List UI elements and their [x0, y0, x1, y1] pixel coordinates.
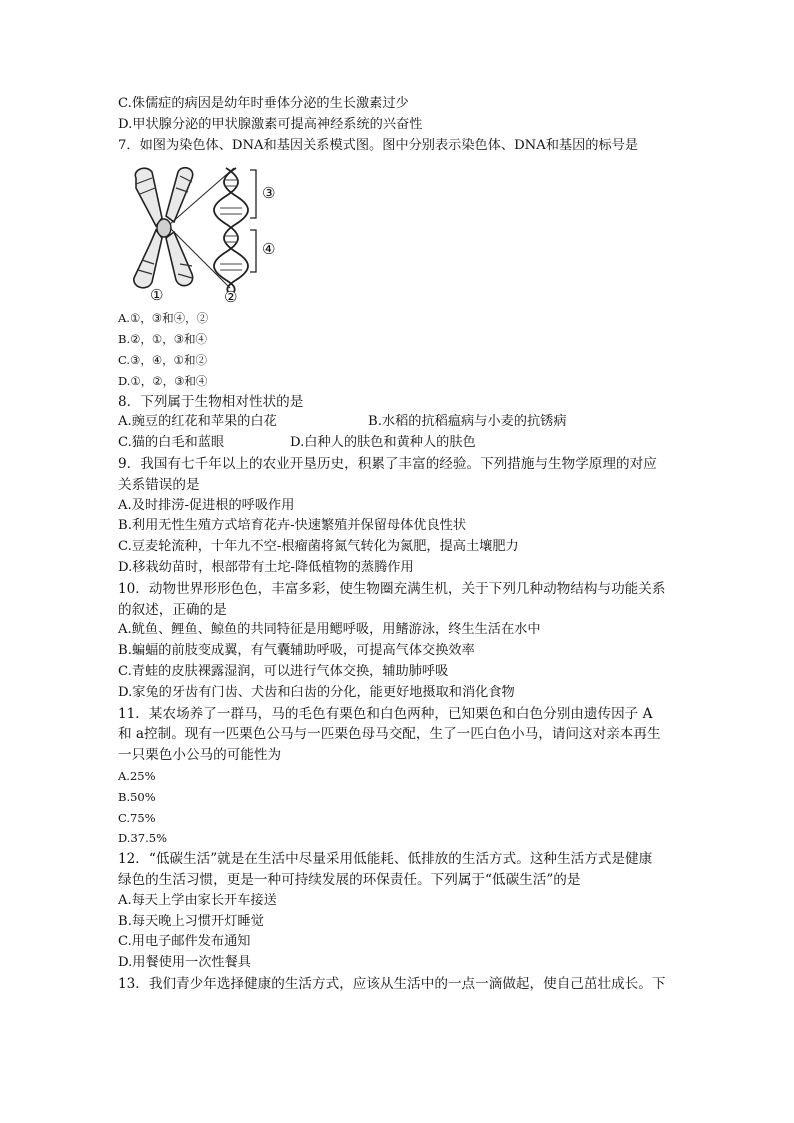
label-2: ②	[224, 288, 238, 307]
q12-stem-line1: 12．“低碳生活”就是在生活中尽量采用低能耗、低排放的生活方式。这种生活方式是健康	[118, 851, 653, 868]
q8-options-row-1	[118, 412, 678, 433]
q9-stem-line2: 关系错误的是	[118, 476, 200, 493]
q8-option-c: C.猫的白毛和蓝眼	[118, 435, 225, 451]
q10-option-c: C.青蛙的皮肤裸露湿润，可以进行气体交换，辅助肺呼吸	[118, 663, 449, 679]
label-4: ④	[262, 240, 276, 259]
q12-option-b: B.每天晚上习惯开灯睡觉	[118, 913, 264, 929]
q8-stem: 8．下列属于生物相对性状的是	[118, 393, 304, 410]
q10-stem-line1: 10．动物世界形形色色，丰富多彩，使生物圈充满生机，关于下列几种动物结构与功能关系	[118, 580, 666, 597]
q11-option-d: D.37.5%	[118, 831, 167, 846]
chromosome-dna-gene-figure	[122, 160, 292, 306]
q11-stem-line3: 一只栗色小公马的可能性为	[118, 747, 282, 764]
q7-stem: 7．如图为染色体、DNA和基因关系模式图。图中分别表示染色体、DNA和基因的标号是	[118, 137, 639, 153]
label-1: ①	[150, 286, 164, 305]
q9-option-d: D.移栽幼苗时，根部带有土坨-降低植物的蒸腾作用	[118, 559, 414, 575]
q10-option-a: A.鱿鱼、鲤鱼、鲸鱼的共同特征是用鳃呼吸，用鳍游泳，终生生活在水中	[118, 622, 541, 638]
q8-option-b: B.水稻的抗稻瘟病与小麦的抗锈病	[368, 414, 567, 430]
q12-option-d: D.用餐使用一次性餐具	[118, 955, 251, 971]
q10-option-b: B.蝙蝠的前肢变成翼，有气囊辅助呼吸，可提高气体交换效率	[118, 643, 475, 659]
q12-stem-line2: 绿色的生活习惯，更是一种可持续发展的环保责任。下列属于“低碳生活”的是	[118, 871, 581, 888]
q10-stem-line2: 的叙述，正确的是	[118, 601, 227, 618]
label-3: ③	[262, 184, 276, 203]
q12-option-c: C.用电子邮件发布通知	[118, 934, 251, 950]
q11-stem-line2: 和 a控制。现有一匹栗色公马与一匹栗色母马交配，生了一匹白色小马，请问这对亲本再生	[118, 726, 661, 743]
q9-stem-line1: 9．我国有七千年以上的农业开垦历史，积累了丰富的经验。下列措施与生物学原理的对应	[118, 455, 657, 472]
q7-option-d: D.①，②，③和④	[118, 373, 208, 388]
q13-stem-line1: 13．我们青少年选择健康的生活方式，应该从生活中的一点一滴做起，使自己茁壮成长。下	[118, 975, 666, 992]
q12-option-a: A.每天上学由家长开车接送	[118, 892, 277, 908]
q8-option-a: A.豌豆的红花和苹果的白花	[118, 414, 277, 430]
exam-page	[118, 94, 678, 995]
q11-stem-line1: 11．某农场养了一群马，马的毛色有栗色和白色两种，已知栗色和白色分别由遗传因子 A	[118, 705, 653, 722]
q8-option-d: D.白种人的肤色和黄种人的肤色	[290, 435, 476, 451]
q7-option-a: A.①，③和④，②	[118, 311, 209, 326]
q11-option-a: A.25%	[118, 768, 156, 783]
q11-option-c: C.75%	[118, 810, 156, 825]
q7-option-b: B.②，①，③和④	[118, 332, 208, 347]
q9-option-a: A.及时排涝-促进根的呼吸作用	[118, 497, 295, 513]
q8-options-row-2	[118, 433, 678, 454]
q10-option-d: D.家兔的牙齿有门齿、犬齿和臼齿的分化，能更好地摄取和消化食物	[118, 684, 515, 700]
q6-option-d: D.甲状腺分泌的甲状腺激素可提高神经系统的兴奋性	[118, 116, 423, 132]
q9-option-c: C.豆麦轮流种，十年九不空-根瘤菌将氮气转化为氮肥，提高土壤肥力	[118, 539, 519, 555]
q11-option-b: B.50%	[118, 789, 156, 804]
q7-option-c: C.③，④，①和②	[118, 352, 207, 367]
q6-option-c: C.侏儒症的病因是幼年时垂体分泌的生长激素过少	[118, 96, 409, 111]
q9-option-b: B.利用无性生殖方式培育花卉-快速繁殖并保留母体优良性状	[118, 518, 467, 534]
chromosome-diagram	[122, 160, 292, 306]
